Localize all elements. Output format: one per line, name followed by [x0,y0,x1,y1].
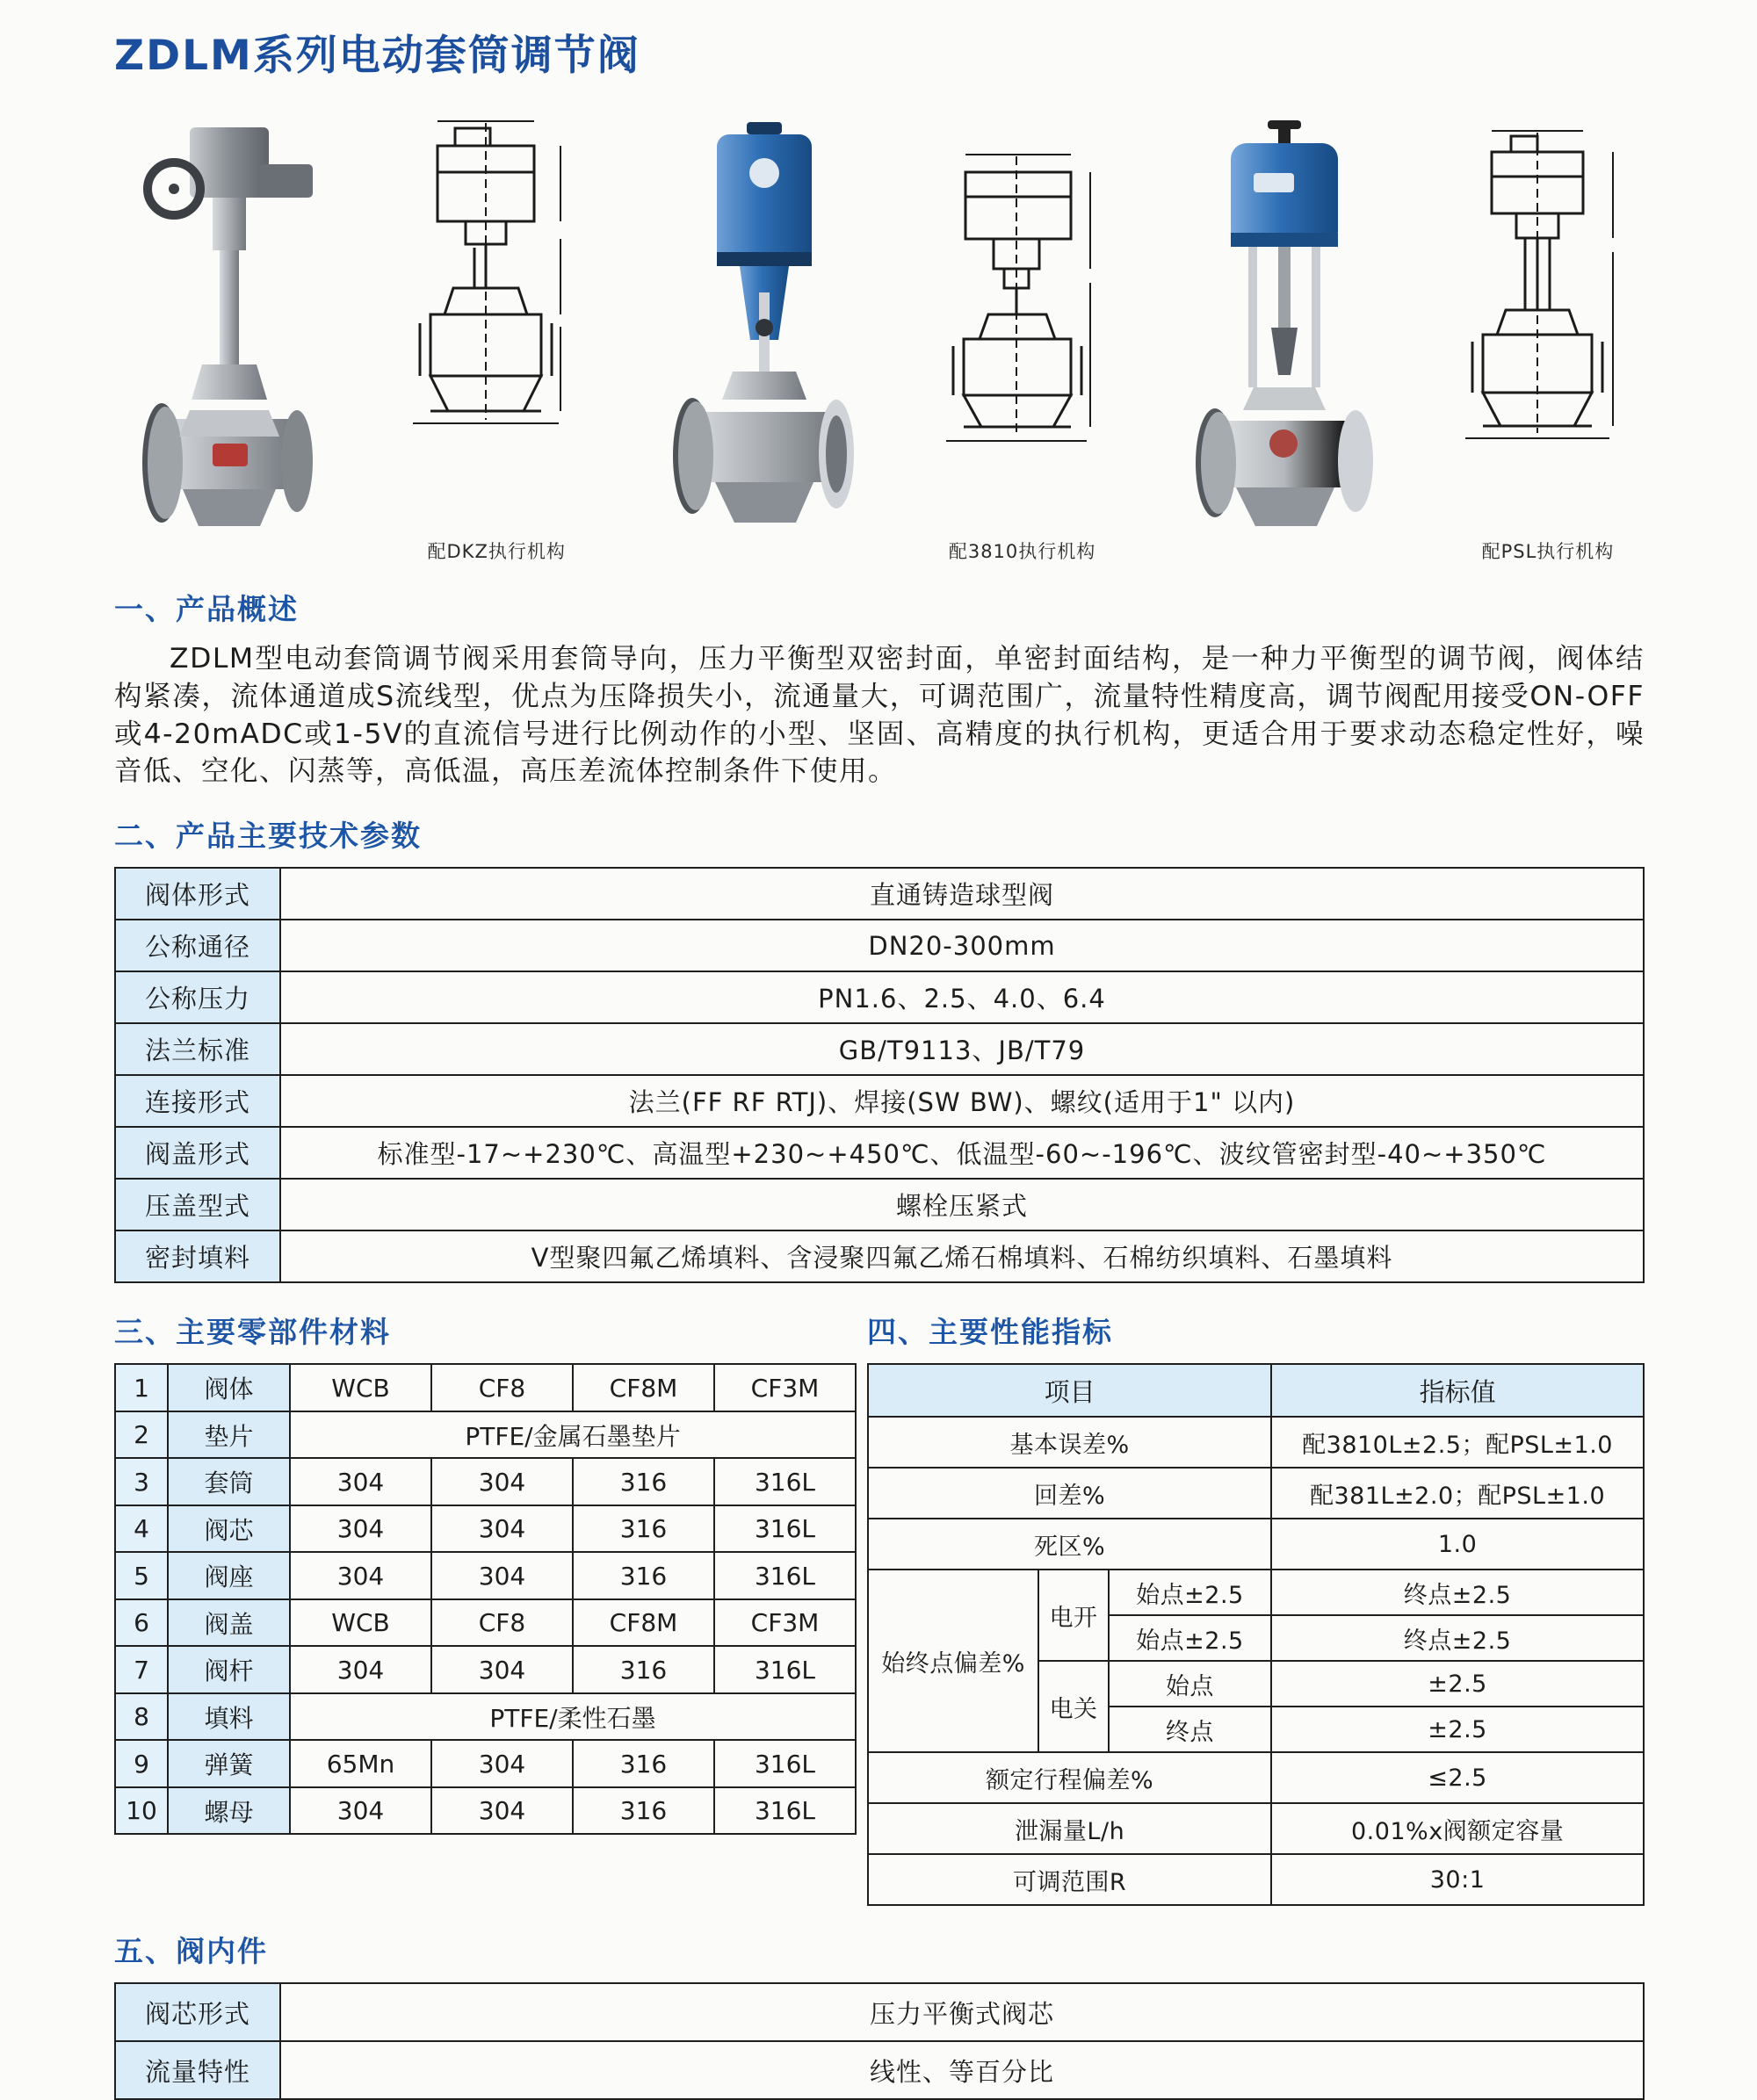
material-cell: 316 [573,1740,714,1787]
table-row [868,1752,1644,1803]
material-cell: 304 [431,1552,573,1599]
perf-label: 回差% [868,1468,1271,1519]
perf-label: 基本误差% [868,1417,1271,1468]
section-trim-heading: 五、阀内件 [114,1934,268,1969]
perf-value: ±2.5 [1271,1707,1644,1752]
valve-diagram-psl-image [1460,129,1636,529]
part-name: 阀芯 [168,1505,290,1553]
param-label: 法兰标准 [115,1023,280,1075]
param-label: 阀体形式 [115,868,280,920]
param-label: 公称压力 [115,971,280,1023]
table-row [868,1854,1644,1905]
part-name: 垫片 [168,1411,290,1459]
column-header-item: 项目 [868,1364,1271,1417]
material-cell: 304 [290,1505,431,1553]
section-performance-heading: 四、主要性能指标 [867,1315,1113,1350]
row-number: 8 [115,1693,168,1741]
param-value: GB/T9113、JB/T79 [280,1023,1644,1075]
material-cell: 316L [714,1740,856,1787]
param-label: 密封填料 [115,1230,280,1282]
table-row [868,1570,1644,1615]
param-value: V型聚四氟乙烯填料、含浸聚四氟乙烯石棉填料、石棉纺织填料、石墨填料 [280,1230,1644,1282]
technical-parameters-table [114,867,1645,1283]
table-row [115,1023,1644,1075]
material-cell: CF8 [431,1364,573,1411]
valve-photo-3810-image [662,120,864,564]
perf-group-label: 始终点偏差% [868,1570,1038,1752]
material-cell: 304 [290,1458,431,1505]
perf-sub-cell: 始点±2.5 [1109,1615,1271,1661]
perf-value: 终点±2.5 [1271,1570,1644,1615]
table-row [868,1364,1644,1417]
trim-label: 流量特性 [115,2041,280,2099]
part-name: 阀体 [168,1364,290,1411]
row-number: 6 [115,1599,168,1647]
part-name: 阀盖 [168,1599,290,1647]
perf-value: ±2.5 [1271,1661,1644,1707]
table-row [115,1230,1644,1282]
table-row [115,1552,856,1599]
table-row [115,868,1644,920]
table-row [115,1411,856,1459]
perf-label: 泄漏量L/h [868,1803,1271,1854]
perf-value: 配3810L±2.5；配PSL±1.0 [1271,1417,1644,1468]
product-figures [128,94,1636,564]
material-cell: 316 [573,1787,714,1835]
table-row [115,1983,1644,2041]
valve-diagram-3810 [939,151,1106,564]
perf-sub-label: 电关 [1038,1661,1108,1752]
material-cell: 304 [431,1787,573,1835]
part-name: 阀杆 [168,1646,290,1693]
perf-label: 死区% [868,1519,1271,1570]
row-number: 3 [115,1458,168,1505]
row-number: 7 [115,1646,168,1693]
perf-sub-cell: 始点 [1109,1661,1271,1707]
perf-label: 可调范围R [868,1854,1271,1905]
material-cell: 304 [431,1646,573,1693]
perf-value: 终点±2.5 [1271,1615,1644,1661]
perf-value: 0.01%x阀额定容量 [1271,1803,1644,1854]
material-cell: 316L [714,1505,856,1553]
material-cell: 316 [573,1646,714,1693]
table-row [115,1646,856,1693]
param-label: 连接形式 [115,1075,280,1127]
param-value: 螺栓压紧式 [280,1179,1644,1230]
column-header-value: 指标值 [1271,1364,1644,1417]
materials-performance-row [114,1287,1645,1906]
param-value: DN20-300mm [280,920,1644,971]
param-label: 阀盖形式 [115,1127,280,1179]
figure-caption: 配PSL执行机构 [1481,541,1615,562]
param-value: 直通铸造球型阀 [280,868,1644,920]
param-label: 公称通径 [115,920,280,971]
material-cell: CF8 [431,1599,573,1647]
part-name: 弹簧 [168,1740,290,1787]
valve-diagram-dkz-image [404,116,589,529]
valve-diagram-psl [1460,129,1636,564]
table-row [868,1803,1644,1854]
overview-paragraph: ZDLM型电动套筒调节阀采用套筒导向，压力平衡型双密封面，单密封面结构，是一种力平衡型的调节阀，阀体结构紧凑，流体通道成S流线型，优点为压降损失小，流通量大，可调范围广，流量特性精度高，调节阀配用接受ON-OFF或4-20mADC或1-5V的直流信号进行比例动作的小型、坚固、高精度的执行机构，更适合用于要求动态稳定性好，噪音低、空化、闪蒸等，高低温，高压差流体控制条件下使用。 [114,643,1645,788]
table-row [115,1599,856,1647]
row-number: 1 [115,1364,168,1411]
material-cell: 304 [290,1552,431,1599]
part-name: 填料 [168,1693,290,1741]
section-overview-heading: 一、产品概述 [114,592,299,626]
performance-table [867,1363,1645,1906]
perf-label: 额定行程偏差% [868,1752,1271,1803]
material-cell: 65Mn [290,1740,431,1787]
material-cell: 304 [290,1787,431,1835]
perf-value: 配381L±2.0；配PSL±1.0 [1271,1468,1644,1519]
materials-column [114,1287,857,1906]
table-row [115,1740,856,1787]
table-row [115,2041,1644,2099]
part-name: 阀座 [168,1552,290,1599]
param-label: 压盖型式 [115,1179,280,1230]
material-cell: 304 [290,1646,431,1693]
table-row [115,1127,1644,1179]
material-cell: 304 [431,1740,573,1787]
material-cell: 316L [714,1552,856,1599]
table-row [115,1787,856,1835]
valve-photo-psl-image [1180,120,1386,564]
trim-table [114,1982,1645,2100]
table-row [115,1075,1644,1127]
material-cell: CF3M [714,1599,856,1647]
table-row [868,1417,1644,1468]
material-cell: 316L [714,1787,856,1835]
figure-caption: 配DKZ执行机构 [427,541,566,562]
trim-value: 线性、等百分比 [280,2041,1644,2099]
page-title: ZDLM系列电动套筒调节阀 [114,32,640,80]
material-cell: WCB [290,1599,431,1647]
valve-photo-3810 [662,120,864,564]
part-name: 套筒 [168,1458,290,1505]
performance-column [867,1287,1645,1906]
perf-value: 30:1 [1271,1854,1644,1905]
section-parameters-heading: 二、产品主要技术参数 [114,819,422,854]
table-row [115,1693,856,1741]
perf-sub-cell: 始点±2.5 [1109,1570,1271,1615]
material-cell: CF8M [573,1364,714,1411]
table-row [115,971,1644,1023]
table-row [115,1179,1644,1230]
valve-diagram-dkz [404,116,589,564]
param-value: 标准型-17~+230℃、高温型+230~+450℃、低温型-60~-196℃、波纹管密封型-40~+350℃ [280,1127,1644,1179]
row-number: 9 [115,1740,168,1787]
material-cell: 304 [431,1505,573,1553]
material-cell: 304 [431,1458,573,1505]
table-row [868,1519,1644,1570]
perf-value: 1.0 [1271,1519,1644,1570]
material-cell: 316 [573,1505,714,1553]
table-row [868,1468,1644,1519]
row-number: 5 [115,1552,168,1599]
valve-photo-dkz [128,120,330,564]
material-cell: 316L [714,1646,856,1693]
perf-sub-cell: 终点 [1109,1707,1271,1752]
material-cell: WCB [290,1364,431,1411]
row-number: 10 [115,1787,168,1835]
figure-caption: 配3810执行机构 [948,541,1096,562]
valve-photo-dkz-image [128,120,330,564]
material-cell: CF8M [573,1599,714,1647]
param-value: PN1.6、2.5、4.0、6.4 [280,971,1644,1023]
material-cell: 316L [714,1458,856,1505]
valve-photo-psl [1180,120,1386,564]
part-name: 螺母 [168,1787,290,1835]
perf-value: ≤2.5 [1271,1752,1644,1803]
section-materials-heading: 三、主要零部件材料 [114,1315,391,1350]
trim-value: 压力平衡式阀芯 [280,1983,1644,2041]
perf-sub-label: 电开 [1038,1570,1108,1661]
table-row [115,1364,856,1411]
material-cell: 316 [573,1552,714,1599]
row-number: 2 [115,1411,168,1459]
table-row [115,1458,856,1505]
material-cell: PTFE/柔性石墨 [290,1693,856,1741]
materials-table [114,1363,857,1835]
valve-diagram-3810-image [939,151,1106,529]
trim-label: 阀芯形式 [115,1983,280,2041]
material-cell: 316 [573,1458,714,1505]
material-cell: CF3M [714,1364,856,1411]
table-row [115,1505,856,1553]
material-cell: PTFE/金属石墨垫片 [290,1411,856,1459]
table-row [115,920,1644,971]
param-value: 法兰(FF RF RTJ)、焊接(SW BW)、螺纹(适用于1" 以内) [280,1075,1644,1127]
row-number: 4 [115,1505,168,1553]
